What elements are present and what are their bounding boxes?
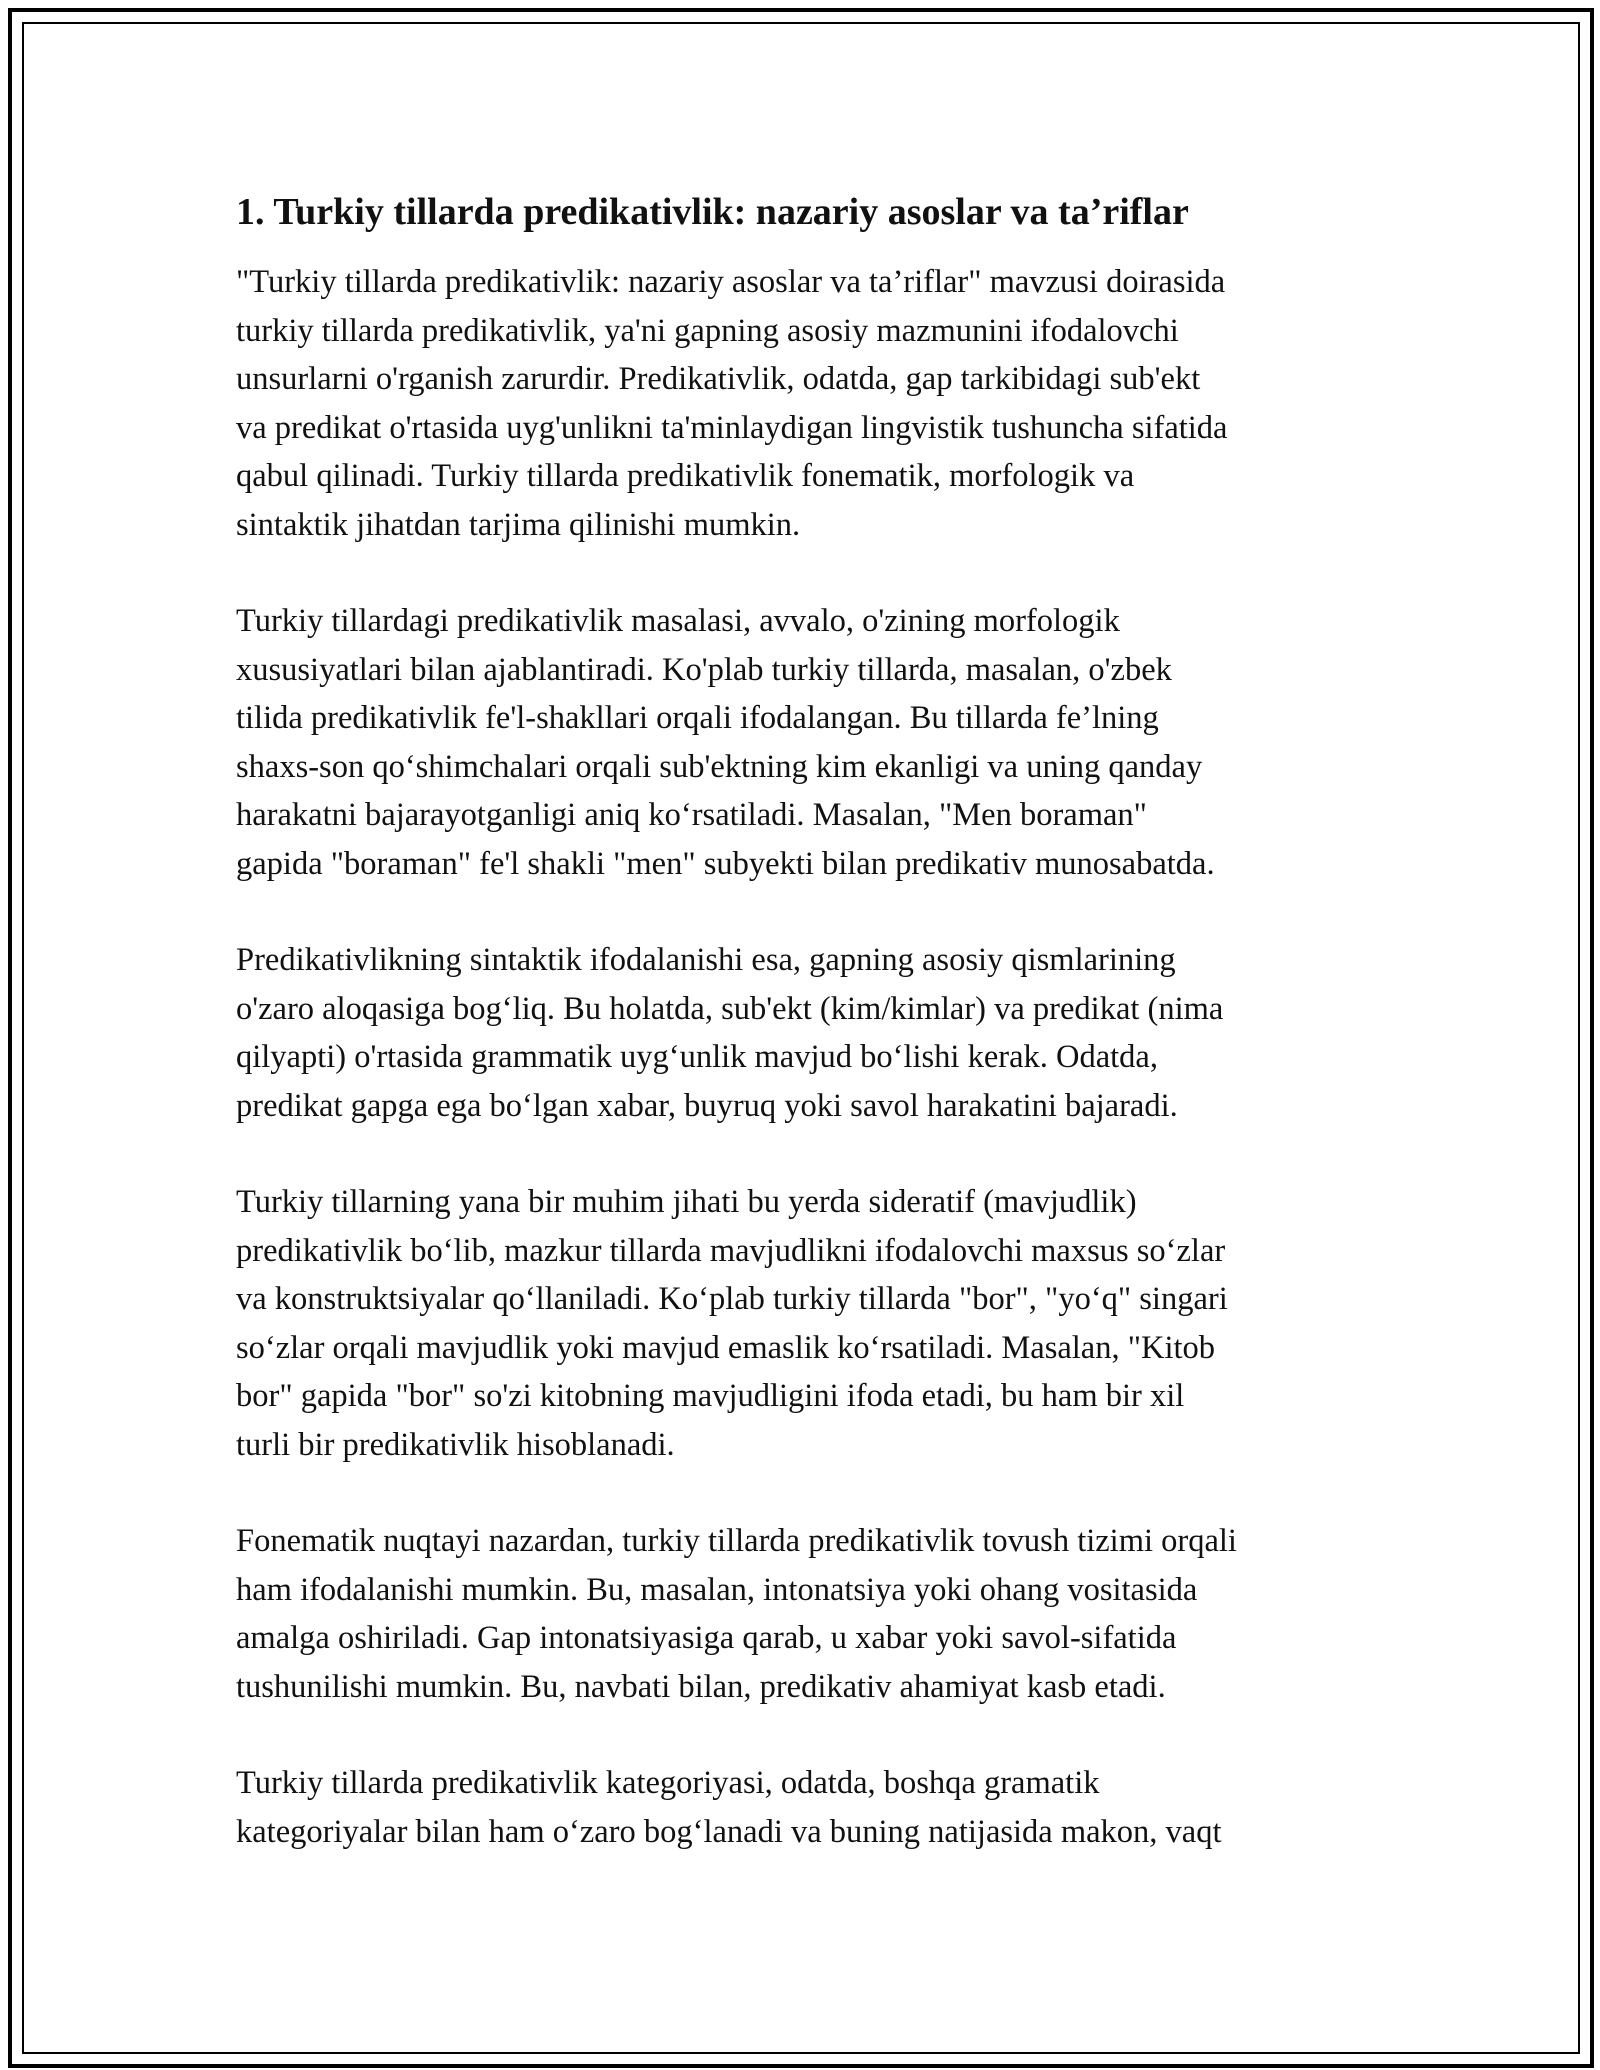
paragraph-6: Turkiy tillarda predikativlik kategoriyasi, odatda, boshqa gramatik kategoriyalar bilan ham o‘zaro bog‘lanadi va buning natijasida makon, vaqt: [236, 1765, 1222, 1850]
document-body: [236, 186, 1371, 1904]
paragraph-2: Turkiy tillardagi predikativlik masalasi, avvalo, o'zining morfologik xususiyatlari bilan ajablantiradi. Ko'plab turkiy tillarda, masalan, o'zbek tilida predikativlik fe'l-shakllari orqali ifodalangan. Bu tillarda fe’lning shaxs-son qo‘shimchalari orqali sub'ektning kim ekanligi va uning qanday harakatni bajarayotganligi aniq ko‘rsatiladi. Masalan, "Men boraman" gapida "boraman" fe'l shakli "men" subyekti bilan predikativ munosabatda.: [236, 603, 1215, 882]
paragraph-3: Predikativlikning sintaktik ifodalanishi esa, gapning asosiy qismlarining o'zaro aloqasiga bog‘liq. Bu holatda, sub'ekt (kim/kimlar) va predikat (nima qilyapti) o'rtasida grammatik uyg‘unlik mavjud bo‘lishi kerak. Odatda, predikat gapga ega bo‘lgan xabar, buyruq yoki savol harakatini bajaradi.: [236, 942, 1224, 1124]
paragraph-1: "Turkiy tillarda predikativlik: nazariy asoslar va ta’riflar" mavzusi doirasida turkiy tillarda predikativlik, ya'ni gapning asosiy mazmunini ifodalovchi unsurlarni o'rganish zarurdir. Predikativlik, odatda, gap tarkibidagi sub'ekt va predikat o'rtasida uyg'unlikni ta'minlaydigan lingvistik tushuncha sifatida qabul qilinadi. Turkiy tillarda predikativlik fonematik, morfologik va sintaktik jihatdan tarjima qilinishi mumkin.: [236, 264, 1228, 543]
paragraph-4: Turkiy tillarning yana bir muhim jihati bu yerda sideratif (mavjudlik) predikativlik bo‘lib, mazkur tillarda mavjudlikni ifodalovchi maxsus so‘zlar va konstruktsiyalar qo‘llaniladi. Ko‘plab turkiy tillarda "bor", "yo‘q" singari so‘zlar orqali mavjudlik yoki mavjud emaslik ko‘rsatiladi. Masalan, "Kitob bor" gapida "bor" so'zi kitobning mavjudligini ifoda etadi, bu ham bir xil turli bir predikativlik hisoblanadi.: [236, 1184, 1228, 1463]
section-heading: 1. Turkiy tillarda predikativlik: nazariy asoslar va ta’riflar: [236, 191, 1189, 233]
paragraph-5: Fonematik nuqtayi nazardan, turkiy tillarda predikativlik tovush tizimi orqali ham ifodalanishi mumkin. Bu, masalan, intonatsiya yoki ohang vositasida amalga oshiriladi. Gap intonatsiyasiga qarab, u xabar yoki savol-sifatida tushunilishi mumkin. Bu, navbati bilan, predikativ ahamiyat kasb etadi.: [236, 1523, 1237, 1705]
